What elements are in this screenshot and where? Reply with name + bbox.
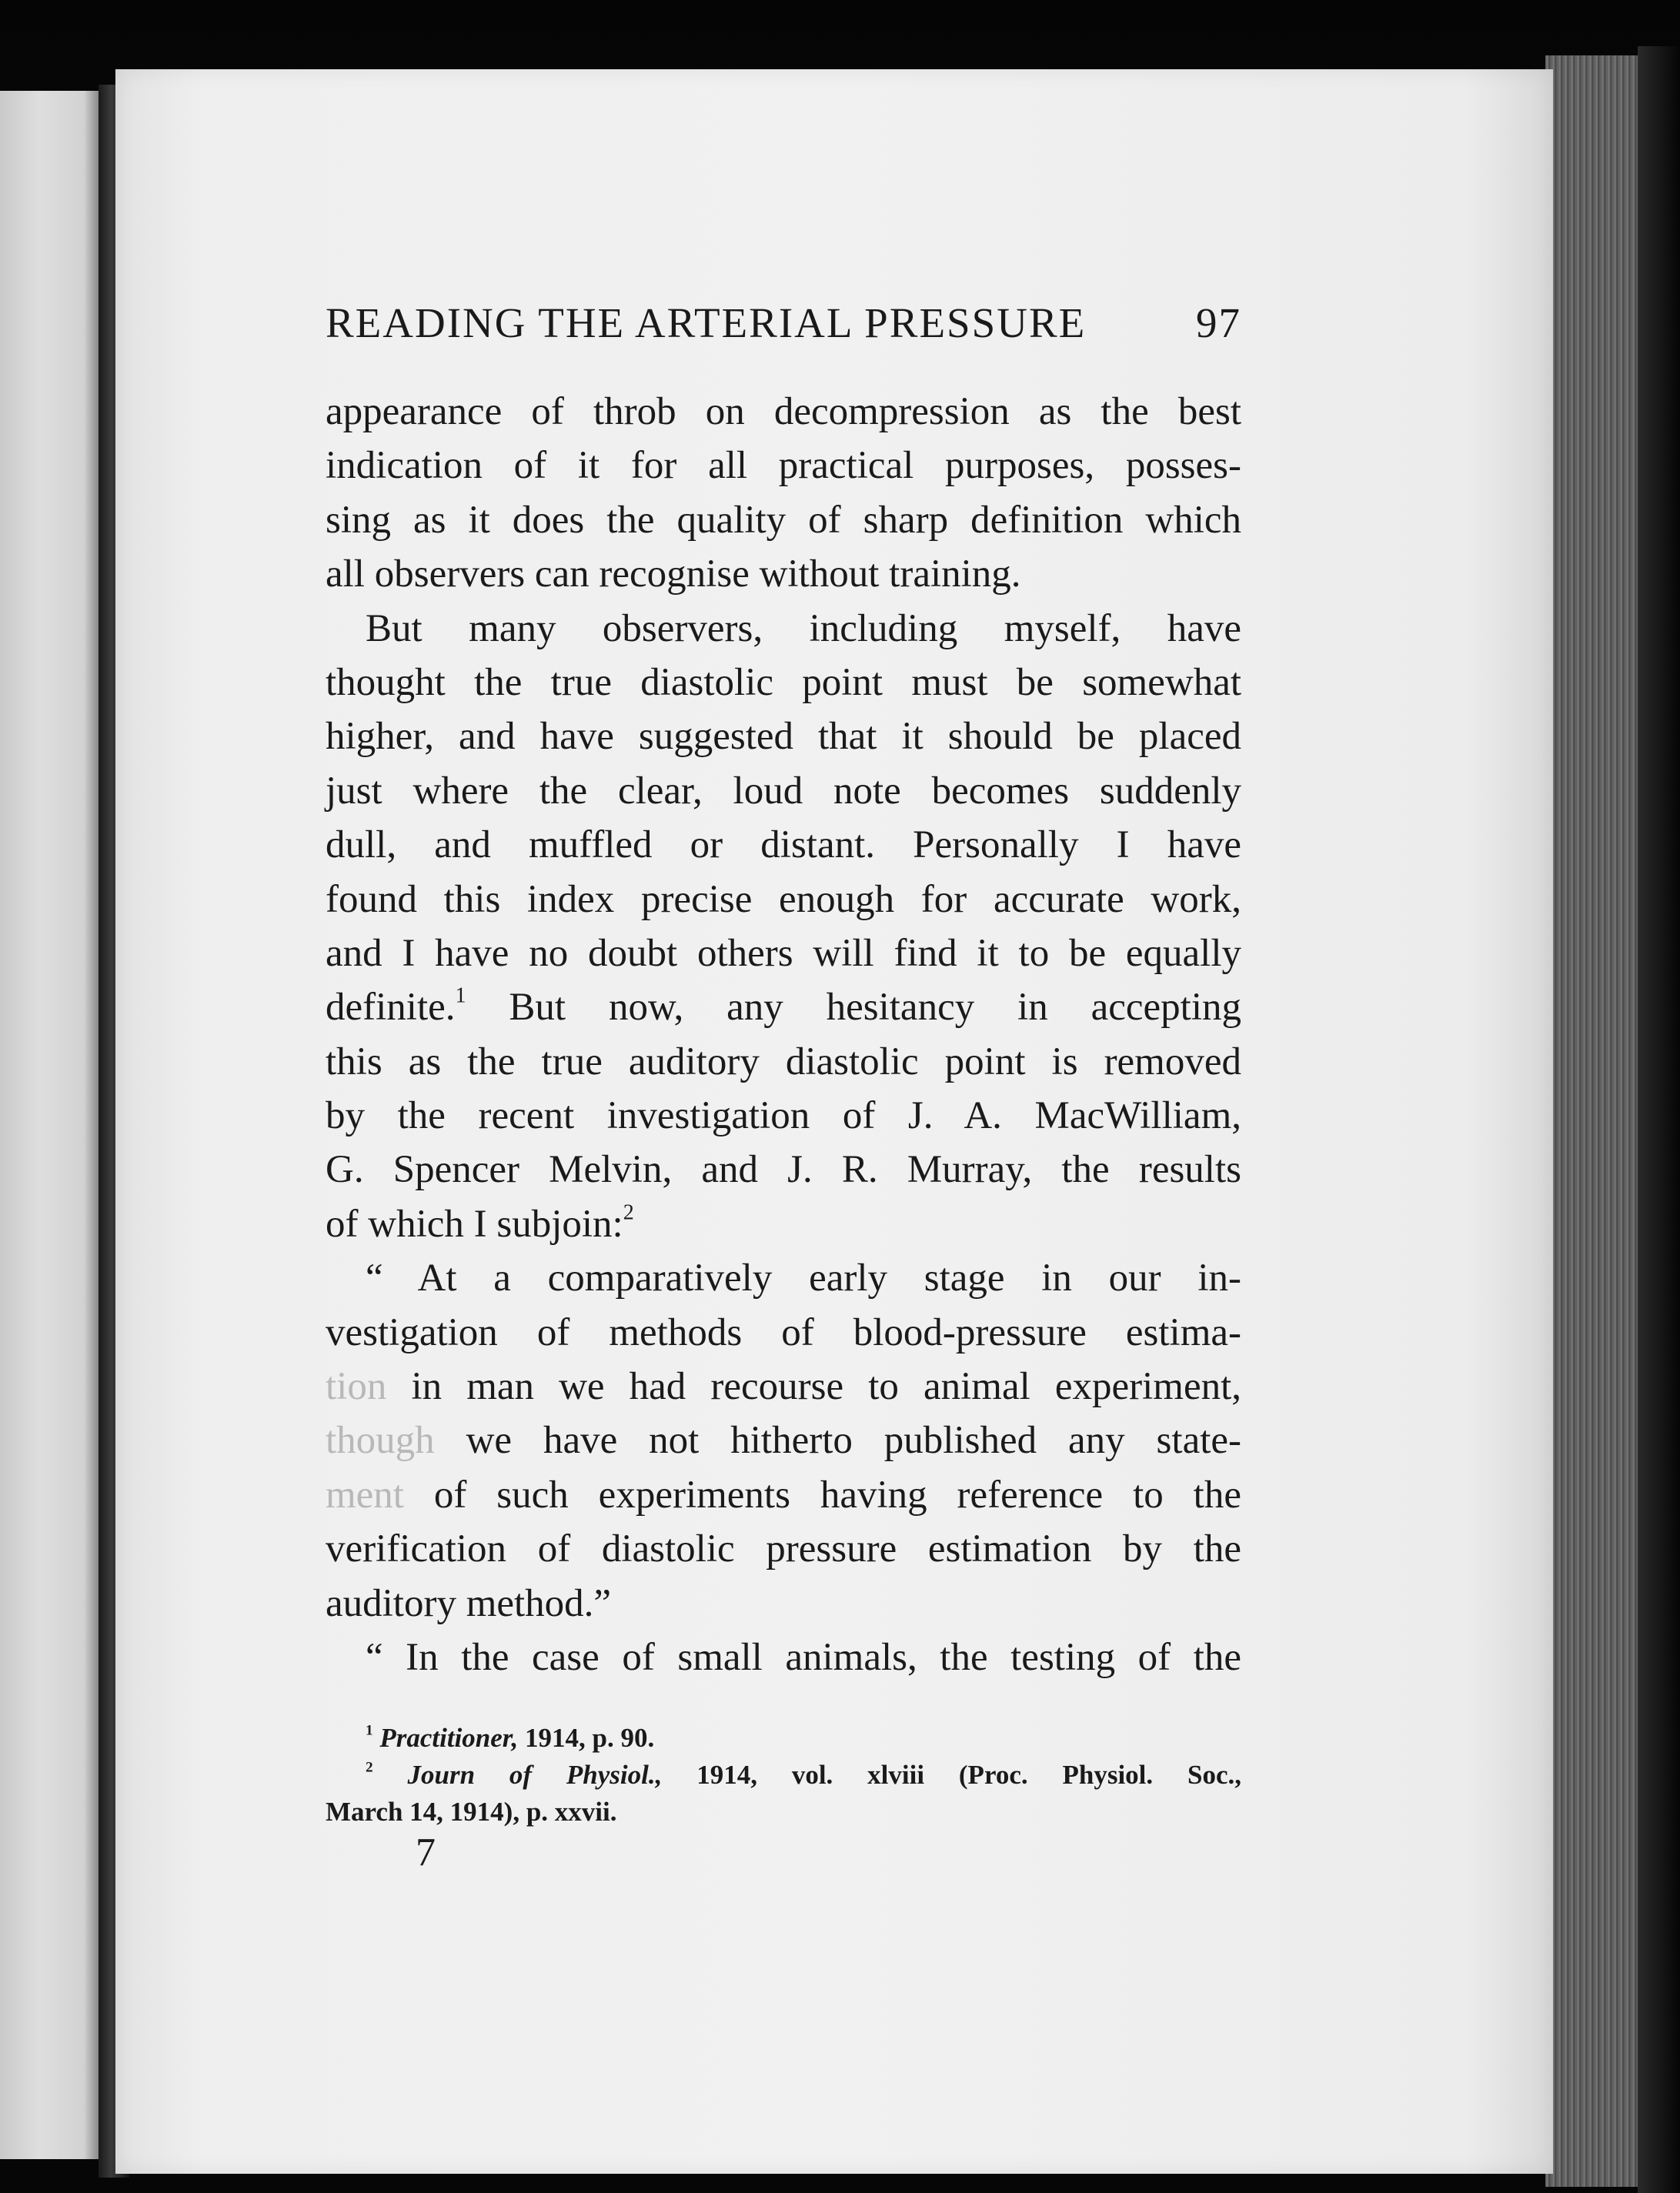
text-line: by the recent investigation of J. A. MacWilliam, [326, 1094, 1241, 1138]
text-line: auditory method.” [326, 1581, 612, 1625]
footnote-2: $^2$ Journ of Physiol., 1914, vol. xlviii (Proc. Physiol. Soc., [366, 1759, 1242, 1790]
text-line: dull, and muffled or distant. Personally I have [326, 823, 1241, 867]
faded-text: though [326, 1419, 435, 1463]
book-cover-edge [1638, 46, 1680, 2193]
text-line: definite.$^1$ But now, any hesitancy in accepting [326, 983, 1241, 1030]
text-line: just where the clear, loud note becomes suddenly [326, 769, 1241, 813]
text-line: found this index precise enough for accurate work, [326, 877, 1241, 921]
facing-page-edge [0, 91, 99, 2159]
text-line: and I have no doubt others will find it to be equally [326, 931, 1241, 975]
text-line: thought the true diastolic point must be somewhat [326, 660, 1241, 704]
text-line: all observers can recognise without training. [326, 552, 1021, 596]
text-line: though we have not hitherto published any state- [326, 1419, 1241, 1463]
text-line: ment of such experiments having reference to the [326, 1473, 1241, 1517]
text-line: of which I subjoin:$^2$ [326, 1200, 634, 1246]
faded-text: ment [326, 1473, 404, 1517]
text-line: indication of it for all practical purposes, posses- [326, 444, 1241, 488]
text-line: vestigation of methods of blood-pressure estima- [326, 1310, 1241, 1354]
page-stack-edges [1545, 55, 1638, 2187]
text-line: “ In the case of small animals, the testing of the [366, 1635, 1241, 1679]
page-number: 97 [1196, 299, 1241, 346]
text-line: verification of diastolic pressure estimation by the [326, 1527, 1241, 1571]
footnote-1: $^1$ Practitioner, 1914, p. 90. [366, 1722, 655, 1753]
text-line: sing as it does the quality of sharp definition which [326, 498, 1241, 542]
footnote-2-continuation: March 14, 1914), p. xxvii. [326, 1797, 617, 1827]
running-head-title: READING THE ARTERIAL PRESSURE [326, 299, 1087, 346]
text-line: higher, and have suggested that it should be placed [326, 715, 1241, 759]
running-head [326, 299, 1241, 347]
text-line: appearance of throb on decompression as the best [326, 390, 1241, 433]
text-line: tion in man we had recourse to animal experiment, [326, 1365, 1241, 1409]
footnotes [326, 1720, 1241, 1831]
text-line: But many observers, including myself, have [366, 606, 1241, 650]
signature-mark: 7 [416, 1831, 436, 1874]
text-line: this as the true auditory diastolic point is removed [326, 1040, 1241, 1083]
faded-text: tion [326, 1365, 387, 1409]
footnote-ref-1: 1 [455, 983, 466, 1008]
body-text [326, 385, 1241, 1684]
footnote-ref-2: 2 [623, 1200, 634, 1225]
text-line: G. Spencer Melvin, and J. R. Murray, the results [326, 1148, 1241, 1192]
text-line: “ At a comparatively early stage in our in- [366, 1257, 1241, 1300]
